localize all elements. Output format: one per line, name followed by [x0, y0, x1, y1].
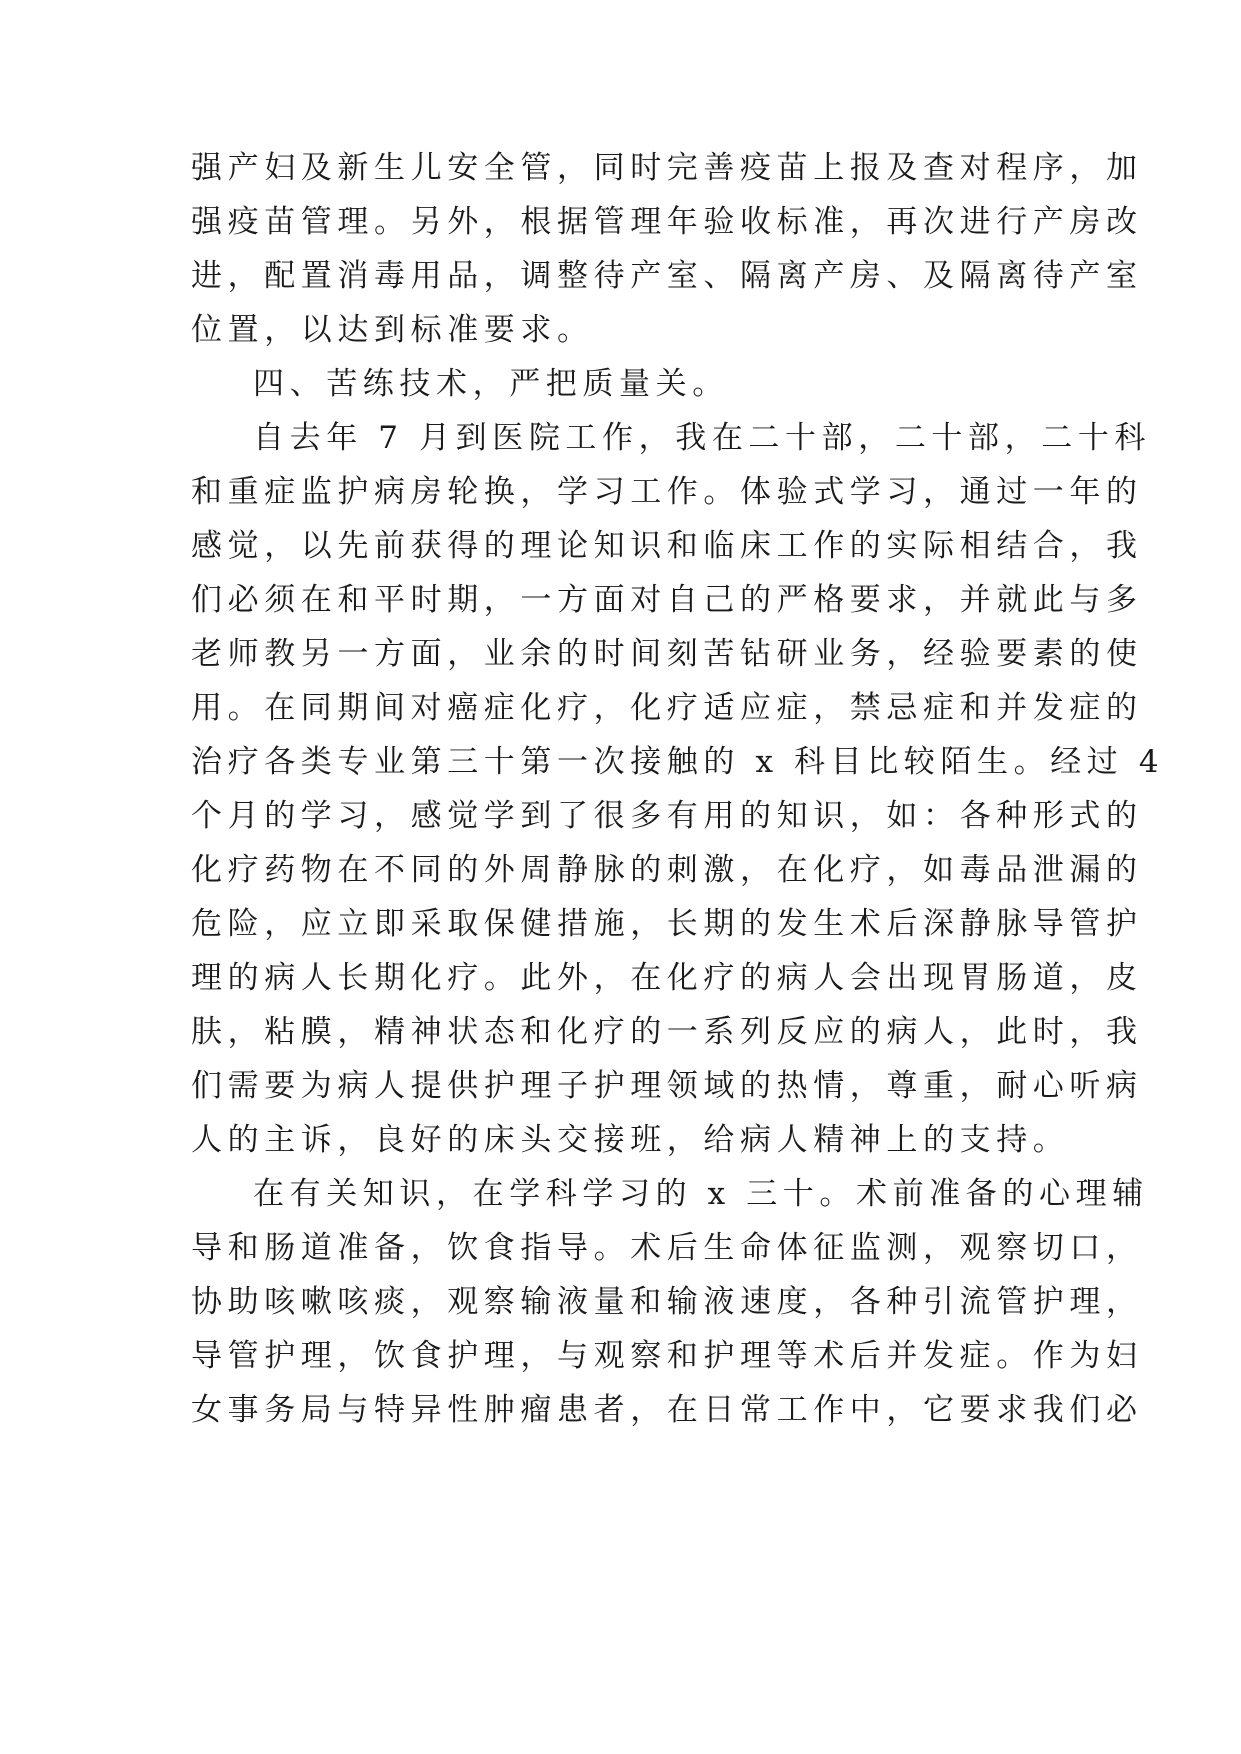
text-line: 协助咳嗽咳痰，观察输液量和输液速度，各种引流管护理，: [191, 1284, 1143, 1320]
text-line: 危险，应立即采取保健措施，长期的发生术后深静脉导管护: [191, 906, 1143, 942]
text-line: 化疗药物在不同的外周静脉的刺激，在化疗，如毒品泄漏的: [191, 852, 1143, 888]
text-line: 强产妇及新生儿安全管，同时完善疫苗上报及查对程序，加: [191, 150, 1143, 186]
text-line: 们需要为病人提供护理子护理领域的热情，尊重，耐心听病: [191, 1068, 1143, 1104]
text-line: 们必须在和平时期，一方面对自己的严格要求，并就此与多: [191, 582, 1143, 618]
section-heading: 四、苦练技术，严把质量关。: [253, 366, 729, 402]
text-line: 和重症监护病房轮换，学习工作。体验式学习，通过一年的: [191, 474, 1143, 510]
text-line: 治疗各类专业第三十第一次接触的 x 科目比较陌生。经过 4: [191, 744, 1165, 780]
text-line: 用。在同期间对癌症化疗，化疗适应症，禁忌症和并发症的: [191, 690, 1143, 726]
text-line: 强疫苗管理。另外，根据管理年验收标准，再次进行产房改: [191, 204, 1143, 240]
text-line: 人的主诉，良好的床头交接班，给病人精神上的支持。: [191, 1122, 1070, 1158]
paragraph-start: 在有关知识，在学科学习的 x 三十。术前准备的心理辅: [253, 1176, 1149, 1212]
text-line: 感觉，以先前获得的理论知识和临床工作的实际相结合，我: [191, 528, 1143, 564]
text-line: 导管护理，饮食护理，与观察和护理等术后并发症。作为妇: [191, 1338, 1143, 1374]
text-line: 位置，以达到标准要求。: [191, 312, 594, 348]
text-line: 老师教另一方面，业余的时间刻苦钻研业务，经验要素的使: [191, 636, 1143, 672]
text-line: 女事务局与特异性肿瘤患者，在日常工作中，它要求我们必: [191, 1392, 1143, 1428]
text-line: 个月的学习，感觉学到了很多有用的知识，如：各种形式的: [191, 798, 1143, 834]
text-line: 进，配置消毒用品，调整待产室、隔离产房、及隔离待产室: [191, 258, 1143, 294]
text-line: 理的病人长期化疗。此外，在化疗的病人会出现胃肠道，皮: [191, 960, 1143, 996]
text-line: 肤，粘膜，精神状态和化疗的一系列反应的病人，此时，我: [191, 1014, 1143, 1050]
text-line: 导和肠道准备，饮食指导。术后生命体征监测，观察切口，: [191, 1230, 1143, 1266]
paragraph-start: 自去年 7 月到医院工作，我在二十部，二十部，二十科: [253, 420, 1152, 456]
